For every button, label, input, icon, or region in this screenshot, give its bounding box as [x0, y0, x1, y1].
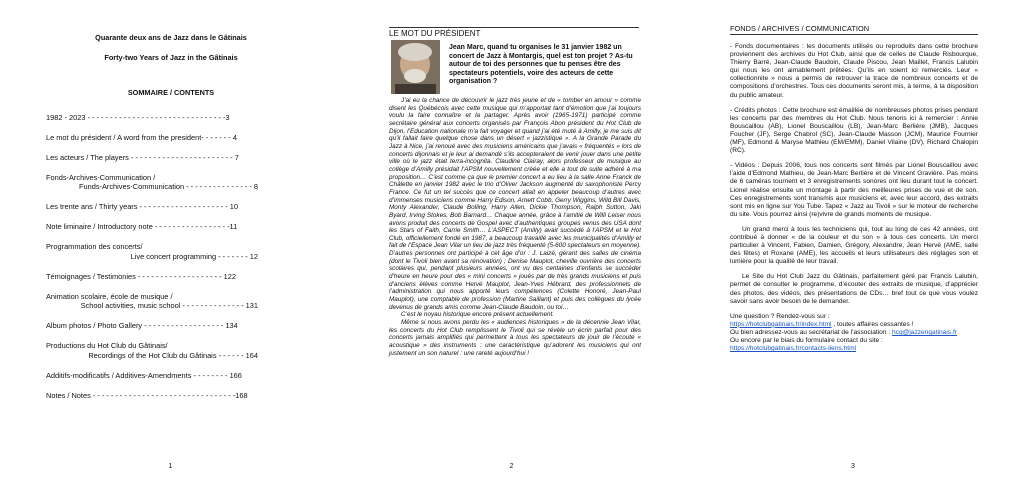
- toc-entry[interactable]: [46, 292, 258, 311]
- toc-entry[interactable]: [46, 321, 258, 330]
- toc-entry[interactable]: [46, 272, 258, 281]
- archives-paragraph: Un grand merci à tous les techniciens qui, tout au long de ces 42 années, ont contribué à donner « de la couleur et du son » à tous ces concerts. Un merci particulier à Vincent, Fabien, Damien, Grégory, Alexandre, Jean Hervé (AME, salle des fêtes) et Roxane (AME), les accueils et leurs utilisateurs des réglages son et lumière pour la qualité de leur travail.: [730, 225, 978, 266]
- archives-paragraph: Le Site du Hot Club Jazz du Gâtinais, parfaitement géré par Francis Lalubin, permet de consulter le programme, d’écouter des extraits de musique, d’apprécier des photos, des vidéos, des présentations de CDs… bref tout ce que vous voulez savoir sans avoir besoin de le demander.: [730, 273, 978, 305]
- page-1: [0, 0, 341, 484]
- page-2: [341, 0, 682, 484]
- page-number: 3: [851, 463, 855, 470]
- toc-entry-line: Note liminaire / Introductory note - - - - - - - - - - - - - - - - -11: [46, 222, 238, 232]
- toc-entry-line: Programmation des concerts/: [46, 242, 143, 252]
- section-header: FONDS / ARCHIVES / COMMUNICATION: [730, 24, 978, 35]
- interview-question: Jean Marc, quand tu organises le 31 janvier 1982 un concert de Jazz à Montargis, quel est ton projet ? As-tu autour de toi des personnes que tu penses être des spectateurs potentiels, voire des acteurs de cette organisation ?: [449, 44, 633, 86]
- toc-entry-line: Notes / Notes - - - - - - - - - - - - - - - - - - - - - - - - - - - - - - - -168: [46, 390, 248, 400]
- toc-entry[interactable]: [46, 371, 258, 380]
- toc-entry[interactable]: [46, 113, 258, 122]
- toc-entry-line: Productions du Hot Club du Gâtinais/: [46, 341, 168, 351]
- president-answer: [389, 97, 641, 357]
- toc-entry-line: Recordings of the Hot Club du Gâtinais - - - - - - 164: [88, 350, 258, 360]
- answer-paragraph: J’ai eu la chance de découvrir le jazz très jeune et de « tomber en amour » comme disent les Québécois avec cette musique qui m’apportait tant d’émotion que j’ai toujours voulu la faire connaître et la partager. Après avoir (1965-1971) participé comme secrétaire général aux concerts organisés par François Abon président du Hot Club de Dijon, l’Education nationale m’a fait voyager et quand j’ai été muté à Amilly, je me suis dit qu’il fallait faire quelque chose dans un désert « jazzistique ». A la Grande Parade du Jazz à Nice, j’ai renoué avec des musiciens américains que j’avais « fréquentés » lors de concerts dijonnais et je leur ai demandé s’ils accepteraient de venir jouer dans une petite ville où le jazz était terra-incognita. Claudine Clairay, alors professeur de musique au collège d’Amilly présidait l’APSM nouvellement créée et elle a tout de suite adhéré à ma proposition… C’est comme ça que le premier concert a eu lieu à la salle Anne Franck de Châlette en janvier 1982 avec le trio d’Oliver Jackson augmenté du saxophoniste Percy France. Ce fut un tel succès que ce concert allait en appeler beaucoup d’autres avec d’immenses musiciens comme Harry Edison, Arnett Cobb, Gerry Wiggins, Wild Bill Davis, Monty Alexander, Claude Bolling, Harry Allen, Dickie Thompson, Ralph Sutton, Jaki Byard, Irving Stokes, Bob Barnard… Chaque année, grâce à l’amitié de Willi Leiser nous avons produit des concerts de Gospel avec d’authentiques groupes venus des USA dont les Stars of Faith, Carrie Smith… L’ASPECT (Amilly) avait succédé à l’APSM et le Hot Club, officiellement fondé en 1987, a beaucoup travaillé avec les municipalités d’Amilly et fait de l’Espace Jean Vilar un lieu de jazz très fréquenté (5-600 spectateurs en moyenne). D’autres personnes ont participé à cet âge d’or : J. Laizé, gérant des salles de cinéma (dont le Tivoli bien avant sa rénovation) ; Denise Mauplot, cheville ouvrière des concerts scolaires qui, pendant plusieurs années, ont vu des centaines d’enfants se succéder d’heure en heure pour des « mini concerts » joués par de très grands musiciens et puis d’anciens élèves comme Hervé Mauplot, Jean-Yves Hébrard, des professionnels de l’administration qui nous apporté leurs compétences (Colette Honoré, Jean-Paul Mauplot), une comptable de profession (Martine Saillant) et puis des collègues du lycée devenus de grands amis comme Jean-Claude Baudoin, ou toi…: [389, 97, 641, 311]
- toc-entry[interactable]: [46, 242, 258, 261]
- toc-entry-line: Témoignages / Testimonies - - - - - - - - - - - - - - - - - - - 122: [46, 271, 236, 281]
- site-index-link[interactable]: https://hotclubgatinais.fr/index.html: [730, 320, 832, 328]
- toc-entry-line: Les trente ans / Thirty years - - - - - - - - - - - - - - - - - - - - 10: [46, 202, 239, 212]
- answer-paragraph: Même si nous avons perdu les « audiences historiques » de la décennie Jean Vilar, les concerts du Hot Club remplissent le Tivoli qui se révèle un écrin parfait pour des concerts jamais amplifiés qui permettent à tous les spectateurs de jouir de l’écoute « acoustique » des instruments : une caractéristique qu’adorent les musiciens qui ont justement un son naturel : une rareté aujourd’hui !: [389, 319, 641, 357]
- toc-entry-line: Le mot du président / A word from the president- - - - - - - 4: [46, 133, 238, 142]
- table-of-contents: [46, 113, 258, 411]
- answer-paragraph: C’est le noyau historique encore présent actuellement.: [401, 311, 555, 319]
- toc-entry-line: Les acteurs / The players - - - - - - - - - - - - - - - - - - - - - - - 7: [46, 153, 239, 162]
- title-french: Quarante deux ans de Jazz dans le Gâtinais: [95, 33, 247, 42]
- section-header: LE MOT DU PRÉSIDENT: [389, 27, 639, 38]
- toc-entry[interactable]: [46, 341, 258, 360]
- page-number: 1: [168, 463, 173, 470]
- toc-entry-line: 1982 - 2023 - - - - - - - - - - - - - - - - - - - - - - - - - - - - - - -3: [46, 113, 230, 122]
- page-3: [682, 0, 1024, 484]
- email-intro: Ou bien adressez-vous au secrétariat de l’association :: [730, 328, 892, 336]
- toc-entry-line: Animation scolaire, école de musique /: [46, 291, 173, 301]
- email-line: [730, 329, 978, 337]
- contact-page-link[interactable]: https://hotclubgatinais.fr/contacts-liens.html: [730, 345, 857, 353]
- archives-paragraph: - Crédits photos : Cette brochure est émaillée de nombreuses photos prises pendant les concerts par des membres du Hot Club. Nous tenons ici à remercier : Annie Bouscaillou (AB), Lionel Bouscaillou (LB), Jean-Marc Berlière (JMB), Jacques Foucher (JF), Serge Chabrol (SC), Jean-Claude Masson (JCM), Maurice Fournier (MF), Edmond & Maryse Mathieu (EM/EMM), Daniel Vilaine (DV), Richard Chalopin (RC).: [730, 106, 978, 155]
- archives-paragraph: - Vidéos : Depuis 2006, tous nos concerts sont filmés par Lionel Bouscaillou avec l’aide d’Edmond Mathieu, de Jean-Marc Berlière et de Vincent Gravière. Pas moins de 6 caméras tournent et 3 enregistrements sonores ont lieu durant tout le concert. Lionel réalise ensuite un montage à partir des meilleures prises de vue et de son. Ces enregistrements sont transmis aux musiciens et, avec leur accord, des extraits sont mis en ligne sur You Tube. Tapez « Jazz au Tivoli » sur le moteur de recherche du site. Vous pourrez ainsi (re)vivre de grands moments de musique.: [730, 162, 978, 218]
- contents-heading: SOMMAIRE / CONTENTS: [127, 88, 215, 97]
- archives-paragraph: - Fonds documentaires : les documents utilisés ou reproduits dans cette brochure proviennent des archives du Hot Club, ainsi que de celles de Claude Risbourque, Thierry Barré, Jean-Claude Baudoin, Claude Piscou, Jean Maillet, Francis Lalubin qui nous les ont aimablement prêtées. Qu’ils en soient ici remerciés. Leur « collectionnite » nous a permis de retrouver la trace de nombreux concerts et de compositions d’orchestres. Tous ces documents seront mis, à terme, à la disposition du public amateur.: [730, 43, 978, 99]
- page-number: 2: [509, 463, 514, 470]
- toc-entry-line: School activities, music school - - - - - - - - - - - - - - 131: [80, 301, 258, 311]
- toc-entry[interactable]: [46, 153, 258, 162]
- title-english: Forty-two Years of Jazz in the Gâtinais: [104, 53, 238, 62]
- president-portrait-photo: [391, 40, 440, 94]
- toc-entry-line: Fonds-Archives-Communication /: [46, 173, 156, 182]
- toc-entry-line: Additifs-modificatifs / Additives-Amendments - - - - - - - - 166: [46, 370, 242, 380]
- form-line: Ou encore par le biais du formulaire contact du site :: [730, 337, 883, 344]
- archives-text: [730, 43, 978, 353]
- after-index-text: , toutes affaires cessantes !: [831, 320, 914, 328]
- toc-entry-line: Funds-Archives-Communication - - - - - - - - - - - - - - - 8: [78, 182, 258, 192]
- question-line: Une question ? Rendez-vous sur :: [730, 312, 830, 320]
- toc-entry-line: Live concert programming - - - - - - - 12: [130, 251, 258, 261]
- toc-entry[interactable]: [46, 173, 258, 192]
- toc-entry[interactable]: [46, 222, 258, 231]
- toc-entry[interactable]: [46, 202, 258, 211]
- email-link[interactable]: hcg@jazzengatinais.fr: [892, 328, 957, 336]
- contact-link-line: [730, 345, 978, 353]
- toc-entry[interactable]: [46, 133, 258, 142]
- toc-entry-line: Album photos / Photo Gallery - - - - - - - - - - - - - - - - - - 134: [46, 321, 238, 331]
- index-link-line: [730, 321, 978, 329]
- toc-entry[interactable]: [46, 391, 258, 400]
